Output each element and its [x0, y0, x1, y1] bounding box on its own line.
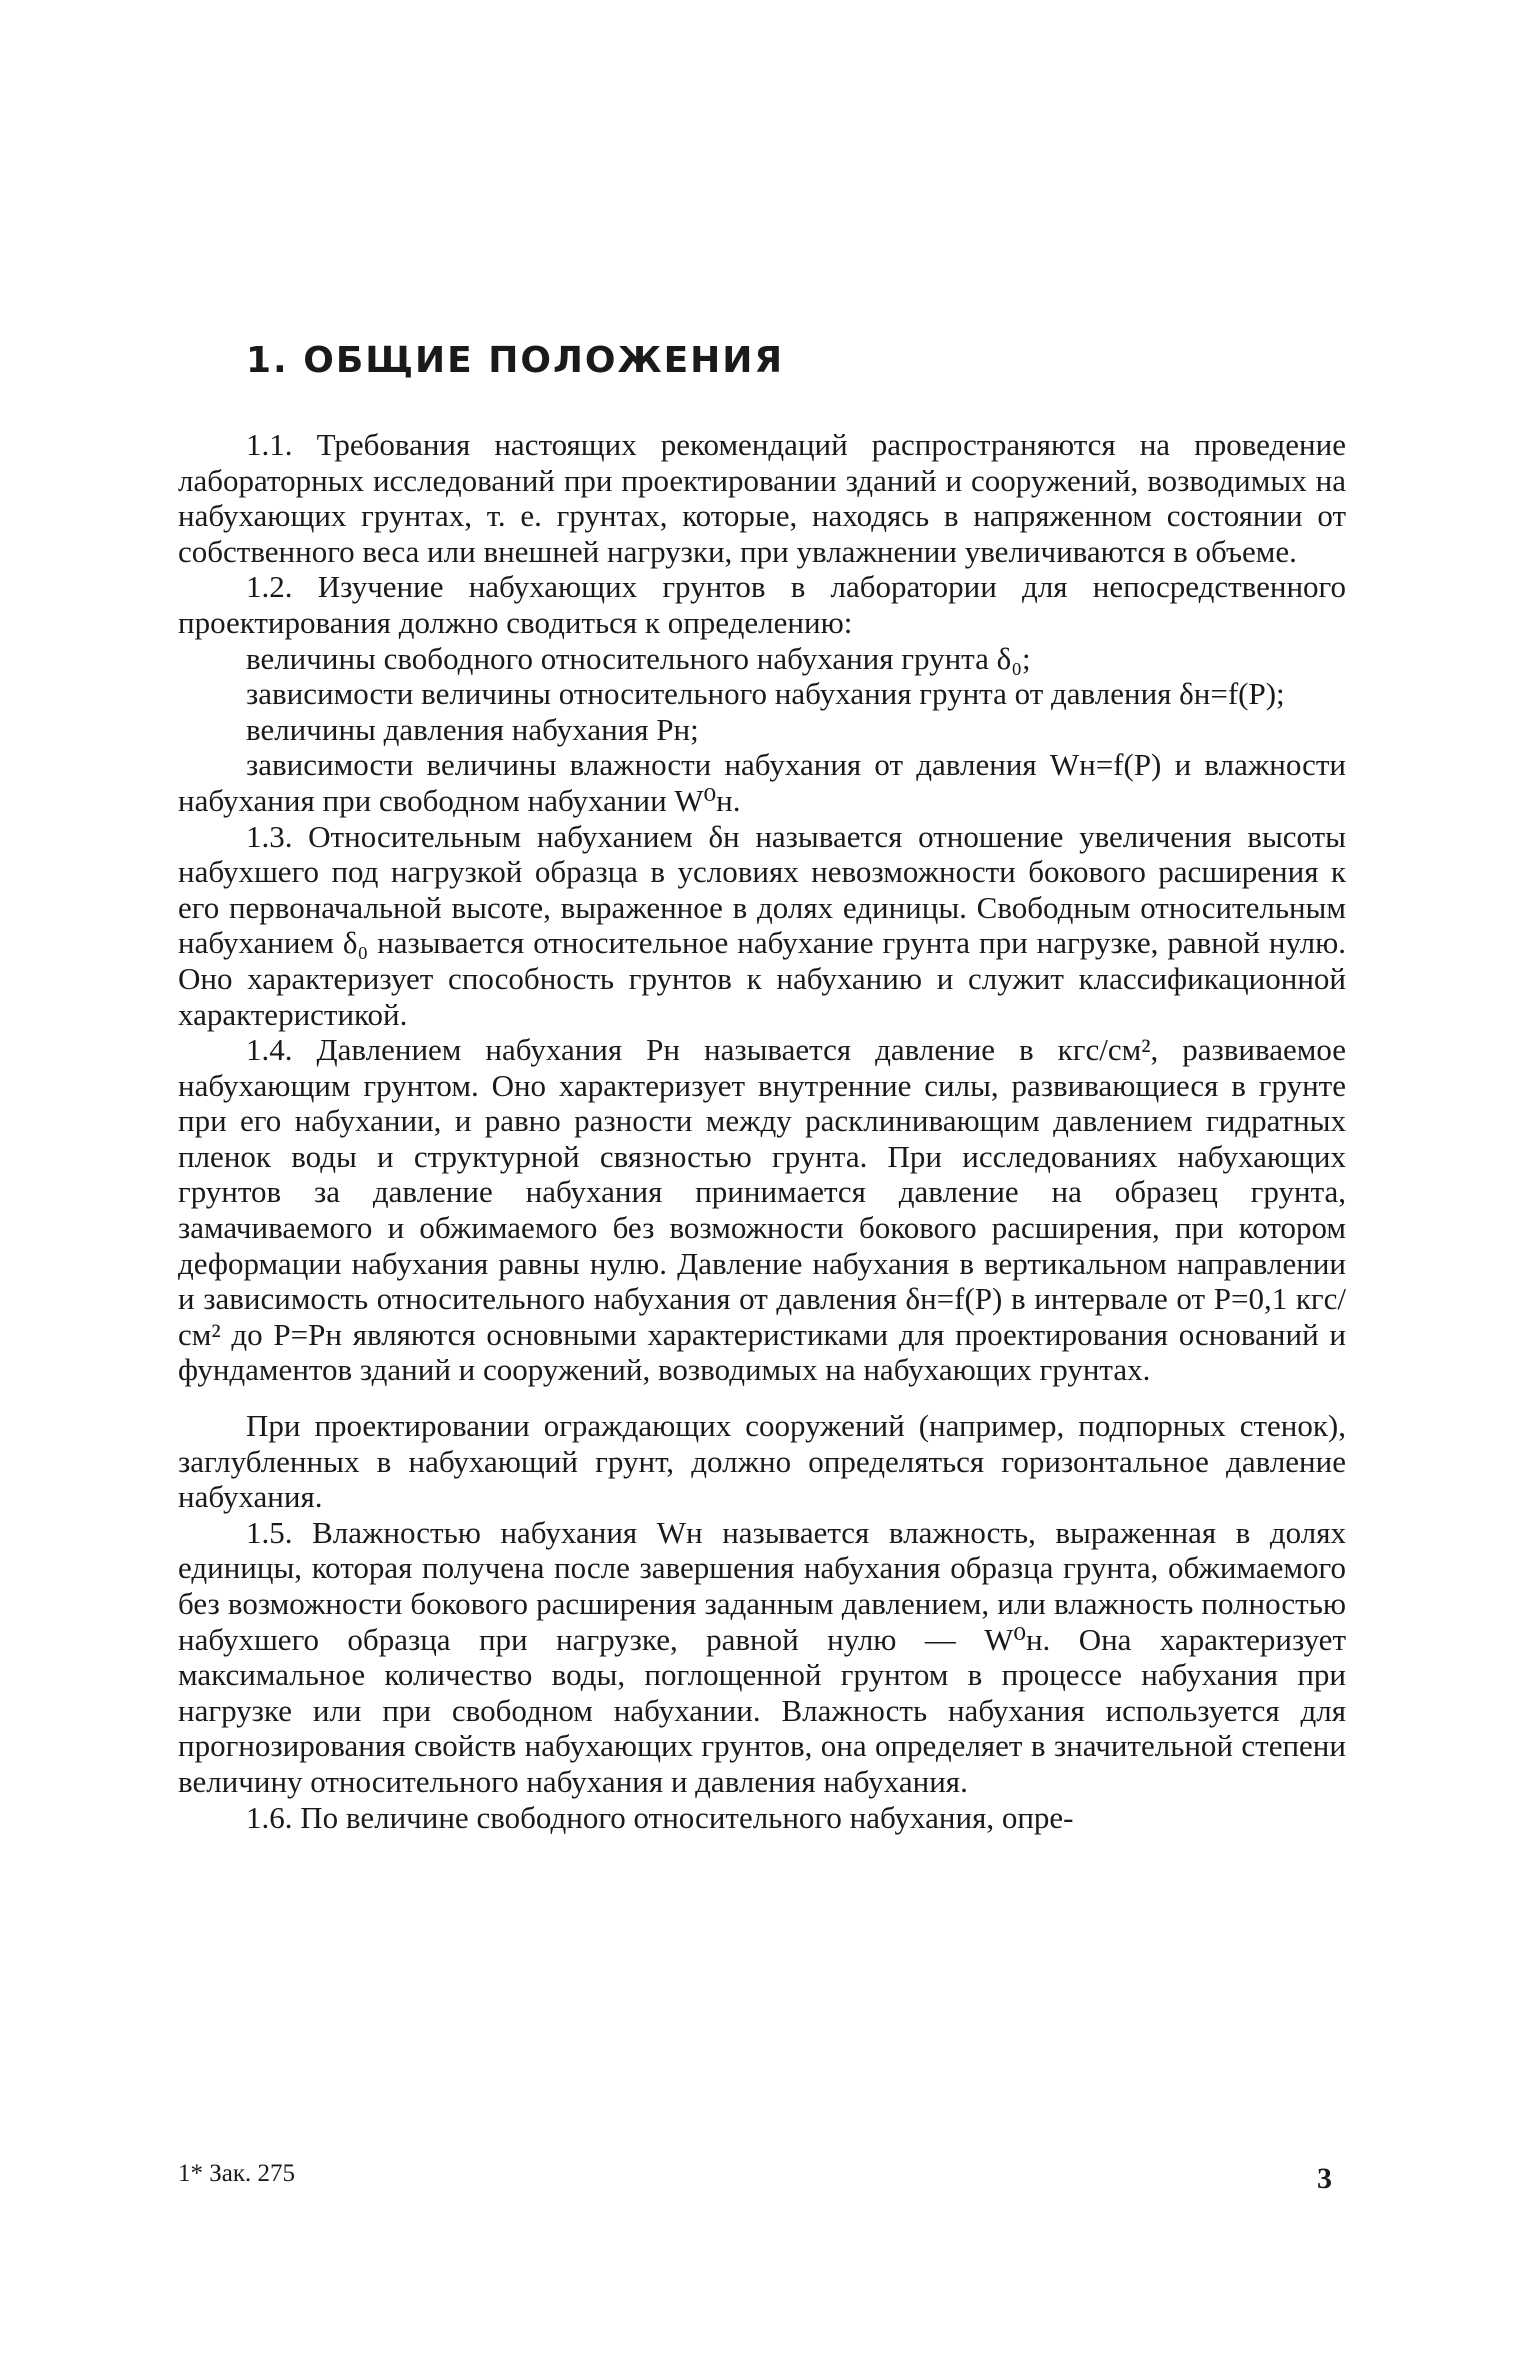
section-heading: 1. ОБЩИЕ ПОЛОЖЕНИЯ — [246, 340, 785, 381]
paragraph-retaining-walls: При проектировании ограждающих сооружений (например, подпорных стенок), заглубленных в набухающий грунт, должно определяться горизонтальное давление набухания. — [178, 1408, 1346, 1515]
print-order-number: 1* Зак. 275 — [178, 2160, 296, 2187]
list-item-swelling-moisture: зависимости величины влажности набухания от давления Wн=f(P) и влажности набухания при свободном набухании W⁰н. — [178, 747, 1346, 818]
document-page — [178, 340, 1346, 1835]
body-text — [178, 427, 1346, 1835]
list-item-swelling-vs-pressure: зависимости величины относительного набухания грунта от давления δн=f(P); — [246, 676, 1285, 712]
page-number: 3 — [1317, 2162, 1332, 2195]
paragraph-1-2: 1.2. Изучение набухающих грунтов в лаборатории для непосредственного проектирования должно сводиться к определению: — [178, 569, 1346, 640]
list-item-free-swelling: величины свободного относительного набухания грунта δ₀; — [246, 640, 1031, 676]
paragraph-1-4: 1.4. Давлением набухания Pн называется давление в кгс/см², развиваемое набухающим грунтом. Оно характеризует внутренние силы, развивающиеся в грунте при его набухании, и равно разности между расклинивающим давлением гидратных пленок воды и структурной связностью грунта. При исследованиях набухающих грунтов за давление набухания принимается давление на образец грунта, замачиваемого и обжимаемого без возможности бокового расширения, при котором деформации набухания равны нулю. Давление набухания в вертикальном направлении и зависимость относительного набухания от давления δн=f(P) в интервале от P=0,1 кгс/см² до P=Pн являются основными характеристиками для проектирования оснований и фундаментов зданий и сооружений, возводимых на набухающих грунтах. — [178, 1032, 1346, 1388]
paragraph-1-5: 1.5. Влажностью набухания Wн называется влажность, выраженная в долях единицы, которая получена после завершения набухания образца грунта, обжимаемого без возможности бокового расширения заданным давлением, или влажность полностью набухшего образца при нагрузке, равной нулю — W⁰н. Она характеризует максимальное количество воды, поглощенной грунтом в процессе набухания при нагрузке или при свободном набухании. Влажность набухания используется для прогнозирования свойств набухающих грунтов, она определяет в значительной степени величину относительного набухания и давления набухания. — [178, 1514, 1346, 1799]
paragraph-1-3: 1.3. Относительным набуханием δн называется отношение увеличения высоты набухшего под нагрузкой образца в условиях невозможности бокового расширения к его первоначальной высоте, выраженное в долях единицы. Свободным относительным набуханием δ₀ называется относительное набухание грунта при нагрузке, равной нулю. Оно характеризует способность грунтов к набуханию и служит классификационной характеристикой. — [178, 818, 1346, 1032]
paragraph-1-6: 1.6. По величине свободного относительного набухания, опре- — [246, 1799, 1074, 1835]
list-item-swelling-pressure: величины давления набухания Pн; — [246, 711, 699, 747]
paragraph-1-1: 1.1. Требования настоящих рекомендаций распространяются на проведение лабораторных исследований при проектировании зданий и сооружений, возводимых на набухающих грунтах, т. е. грунтах, которые, находясь в напряженном состоянии от собственного веса или внешней нагрузки, при увлажнении увеличиваются в объеме. — [178, 427, 1346, 569]
